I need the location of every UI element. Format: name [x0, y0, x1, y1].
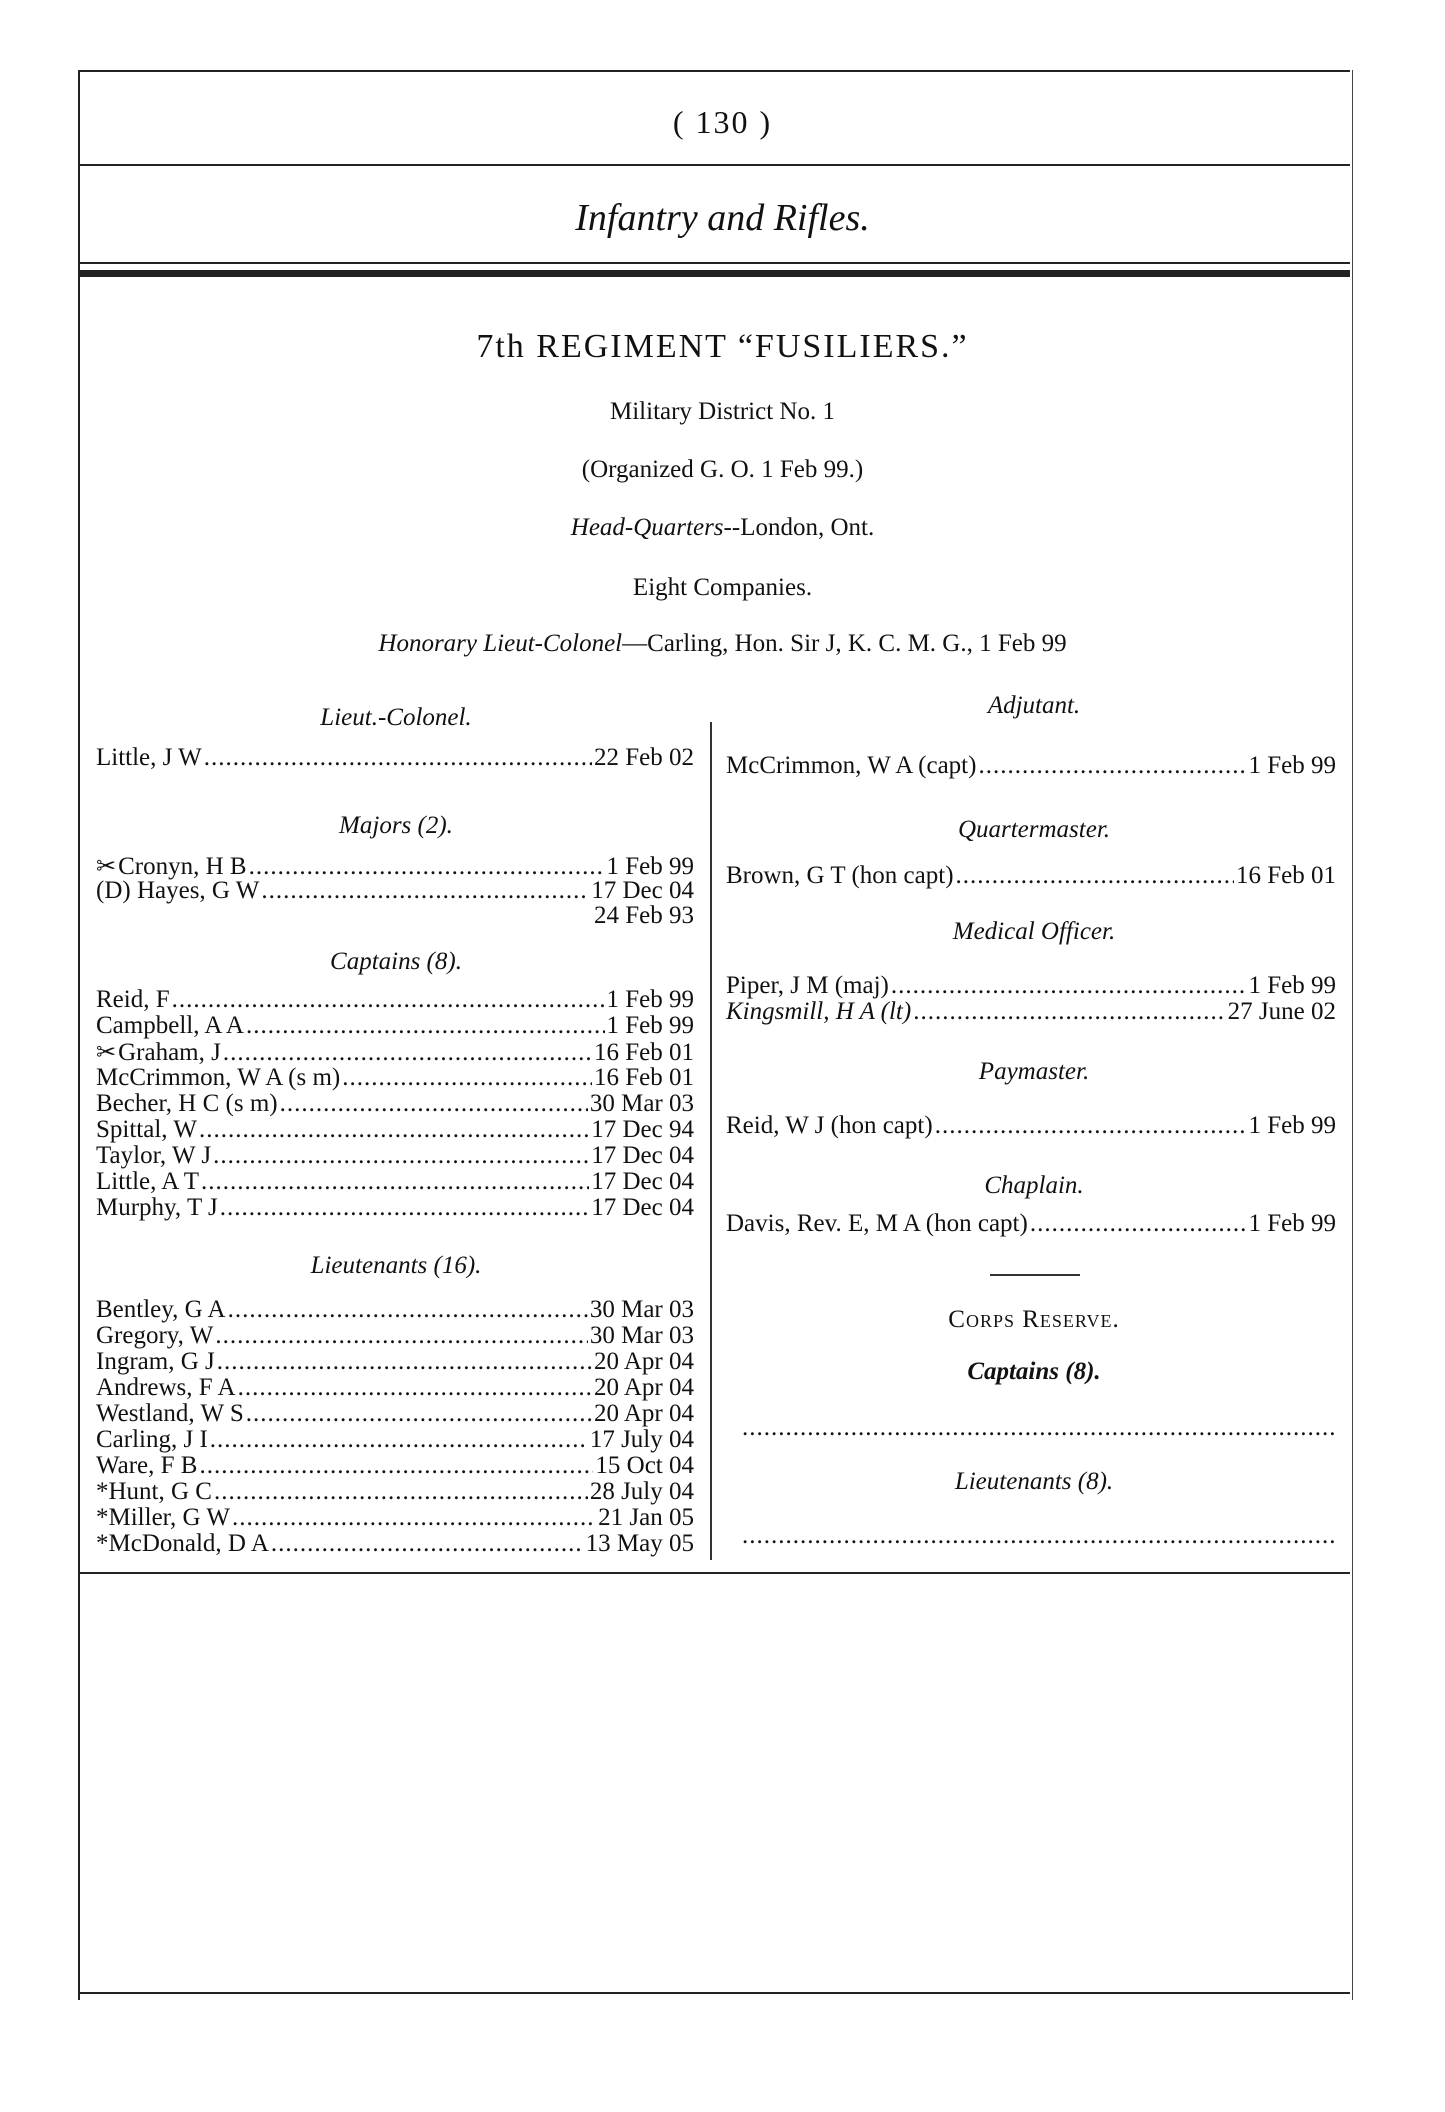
- officer-entry: Murphy, T J ..... 17 Dec 04: [96, 1194, 694, 1222]
- corps-reserve-captains: Captains (8).: [967, 1358, 1101, 1385]
- section-rule-thin: [80, 262, 1350, 264]
- heading-quartermaster: Quartermaster.: [957, 816, 1111, 843]
- header-rule: [80, 164, 1350, 166]
- heading-chaplain: Chaplain.: [984, 1172, 1084, 1199]
- officer-entry: Campbell, A A ..... 1 Feb 99: [96, 1012, 694, 1040]
- officer-entry: Little, J W ..... 22 Feb 02: [96, 744, 694, 772]
- section-title: Infantry and Rifles.: [575, 197, 870, 239]
- military-district: Military District No. 1: [610, 398, 835, 425]
- bottom-frame-rule: [80, 1992, 1350, 1994]
- officer-entry: *Miller, G W ..... 21 Jan 05: [96, 1504, 694, 1532]
- hon-value: —Carling, Hon. Sir J, K. C. M. G., 1 Feb 99: [622, 630, 1067, 657]
- officer-entry: *McDonald, D A ..... 13 May 05: [96, 1530, 694, 1558]
- officer-entry: Westland, W S ..... 20 Apr 04: [96, 1400, 694, 1428]
- hq-value: --London, Ont.: [723, 514, 875, 541]
- officer-entry: Ingram, G J ..... 20 Apr 04: [96, 1348, 694, 1376]
- short-rule: [990, 1274, 1080, 1276]
- blank-dotted-line: [742, 1414, 1336, 1442]
- heading-majors: Majors (2).: [339, 812, 453, 839]
- hq-label: Head-Quarters: [570, 514, 724, 541]
- officer-entry: Carling, J I ..... 17 July 04: [96, 1426, 694, 1454]
- hon-label: Honorary Lieut-Colonel: [378, 630, 623, 657]
- top-rule: [80, 70, 1350, 72]
- officer-entry: Becher, H C (s m) ..... 30 Mar 03: [96, 1090, 694, 1118]
- heading-medical-officer: Medical Officer.: [952, 918, 1116, 945]
- officer-entry: *Hunt, G C ..... 28 July 04: [96, 1478, 694, 1506]
- officer-entry: ✂ Graham, J ..... 16 Feb 01: [96, 1038, 694, 1067]
- officer-entry: Piper, J M (maj) ..... 1 Feb 99: [726, 972, 1336, 1000]
- column-divider: [710, 722, 712, 1560]
- organized-line: (Organized G. O. 1 Feb 99.): [581, 456, 864, 483]
- officer-entry: 24 Feb 93: [594, 902, 694, 929]
- scissors-icon: ✂: [96, 854, 117, 880]
- officer-entry: Davis, Rev. E, M A (hon capt) ..... 1 Feb 99: [726, 1210, 1336, 1238]
- heading-lieutenants: Lieutenants (16).: [310, 1252, 482, 1279]
- corps-reserve-lieutenants: Lieutenants (8).: [954, 1468, 1114, 1495]
- page-number: ( 130 ): [672, 104, 773, 140]
- honorary-line: [0, 630, 1445, 658]
- officer-entry: Reid, F ..... 1 Feb 99: [96, 986, 694, 1014]
- scissors-icon: ✂: [96, 1040, 117, 1066]
- officer-entry: McCrimmon, W A (s m) ..... 16 Feb 01: [96, 1064, 694, 1092]
- headquarters-line: [0, 514, 1445, 542]
- heading-paymaster: Paymaster.: [978, 1058, 1090, 1085]
- regiment-title: 7th REGIMENT “FUSILIERS.”: [476, 328, 969, 365]
- blank-dotted-line: [742, 1522, 1336, 1550]
- officer-entry: McCrimmon, W A (capt) ..... 1 Feb 99: [726, 752, 1336, 780]
- heading-captains: Captains (8).: [330, 948, 462, 975]
- officer-entry: Gregory, W ..... 30 Mar 03: [96, 1322, 694, 1350]
- officer-entry: Taylor, W J ..... 17 Dec 04: [96, 1142, 694, 1170]
- heading-lieut-colonel: Lieut.-Colonel.: [320, 704, 472, 731]
- officer-entry: ✂ Cronyn, H B ..... 1 Feb 99: [96, 852, 694, 881]
- heading-adjutant: Adjutant.: [987, 692, 1081, 719]
- section-rule-thick: [80, 270, 1350, 277]
- companies-line: Eight Companies.: [632, 574, 813, 601]
- bottom-content-rule: [80, 1572, 1350, 1574]
- officer-entry: (D) Hayes, G W ..... 17 Dec 04: [96, 877, 694, 905]
- officer-entry: Spittal, W ..... 17 Dec 94: [96, 1116, 694, 1144]
- officer-entry: Brown, G T (hon capt) ..... 16 Feb 01: [726, 862, 1336, 890]
- officer-entry: Bentley, G A ..... 30 Mar 03: [96, 1296, 694, 1324]
- officer-entry: Andrews, F A ..... 20 Apr 04: [96, 1374, 694, 1402]
- heading-corps-reserve: Corps Reserve.: [948, 1306, 1120, 1333]
- officer-entry: Ware, F B ..... 15 Oct 04: [96, 1452, 694, 1480]
- officer-entry: Reid, W J (hon capt) ..... 1 Feb 99: [726, 1112, 1336, 1140]
- officer-entry: Kingsmill, H A (lt) ..... 27 June 02: [726, 998, 1336, 1026]
- officer-entry: Little, A T ..... 17 Dec 04: [96, 1168, 694, 1196]
